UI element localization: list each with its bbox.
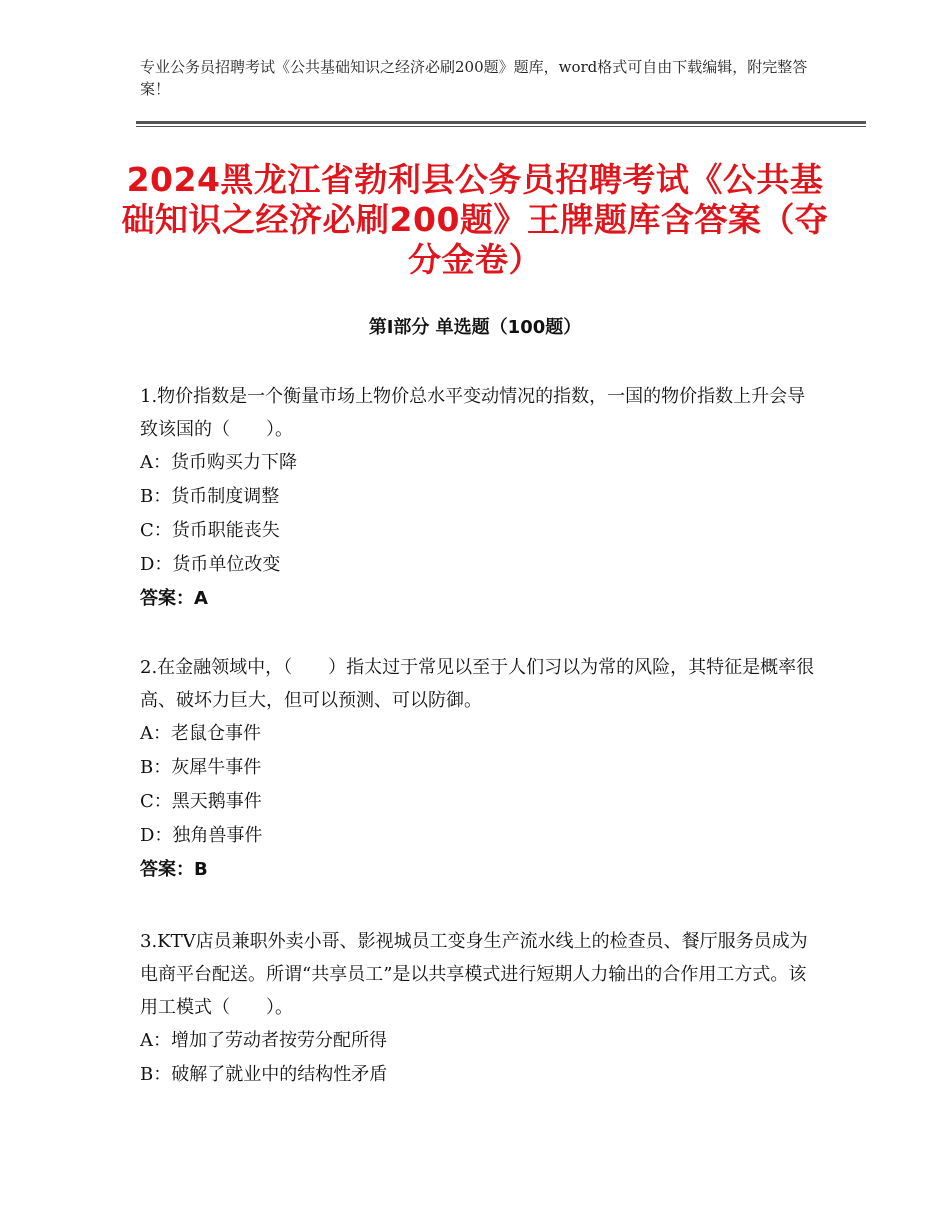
option-d: D：货币单位改变 [140, 554, 281, 575]
header-rule-thin [136, 126, 866, 127]
option-d: D：独角兽事件 [140, 825, 263, 846]
answer-line: 答案：A [140, 588, 208, 609]
document-title: 2024黑龙江省勃利县公务员招聘考试《公共基础知识之经济必刷200题》王牌题库含答案（夺分金卷） [121, 160, 829, 279]
header-note: 专业公务员招聘考试《公共基础知识之经济必刷200题》题库，word格式可自由下载编辑，附完整答案！ [140, 58, 808, 98]
option-b: B：破解了就业中的结构性矛盾 [140, 1064, 388, 1085]
question-2 [140, 651, 820, 887]
option-b: B：灰犀牛事件 [140, 757, 262, 778]
option-b: B：货币制度调整 [140, 486, 280, 507]
header-rule-thick [136, 121, 866, 124]
option-a: A：增加了劳动者按劳分配所得 [140, 1030, 387, 1051]
option-c: C：黑天鹅事件 [140, 791, 262, 812]
option-a: A：老鼠仓事件 [140, 723, 261, 744]
question-text: 3.KTV店员兼职外卖小哥、影视城员工变身生产流水线上的检查员、餐厅服务员成为电商平台配送。所谓“共享员工”是以共享模式进行短期人力输出的合作用工方式。该用工模式（ ）。 [140, 931, 808, 1018]
question-3 [140, 925, 820, 1092]
question-text: 2.在金融领域中，（ ）指太过于常见以至于人们习以为常的风险，其特征是概率很高、破坏力巨大，但可以预测、可以防御。 [140, 657, 815, 711]
question-1 [140, 380, 820, 616]
option-c: C：货币职能丧失 [140, 520, 280, 541]
section-title: 第I部分 单选题（100题） [368, 317, 582, 338]
question-text: 1.物价指数是一个衡量市场上物价总水平变动情况的指数，一国的物价指数上升会导致该国的（ ）。 [140, 386, 806, 440]
answer-line: 答案：B [140, 859, 208, 880]
option-a: A：货币购买力下降 [140, 452, 297, 473]
